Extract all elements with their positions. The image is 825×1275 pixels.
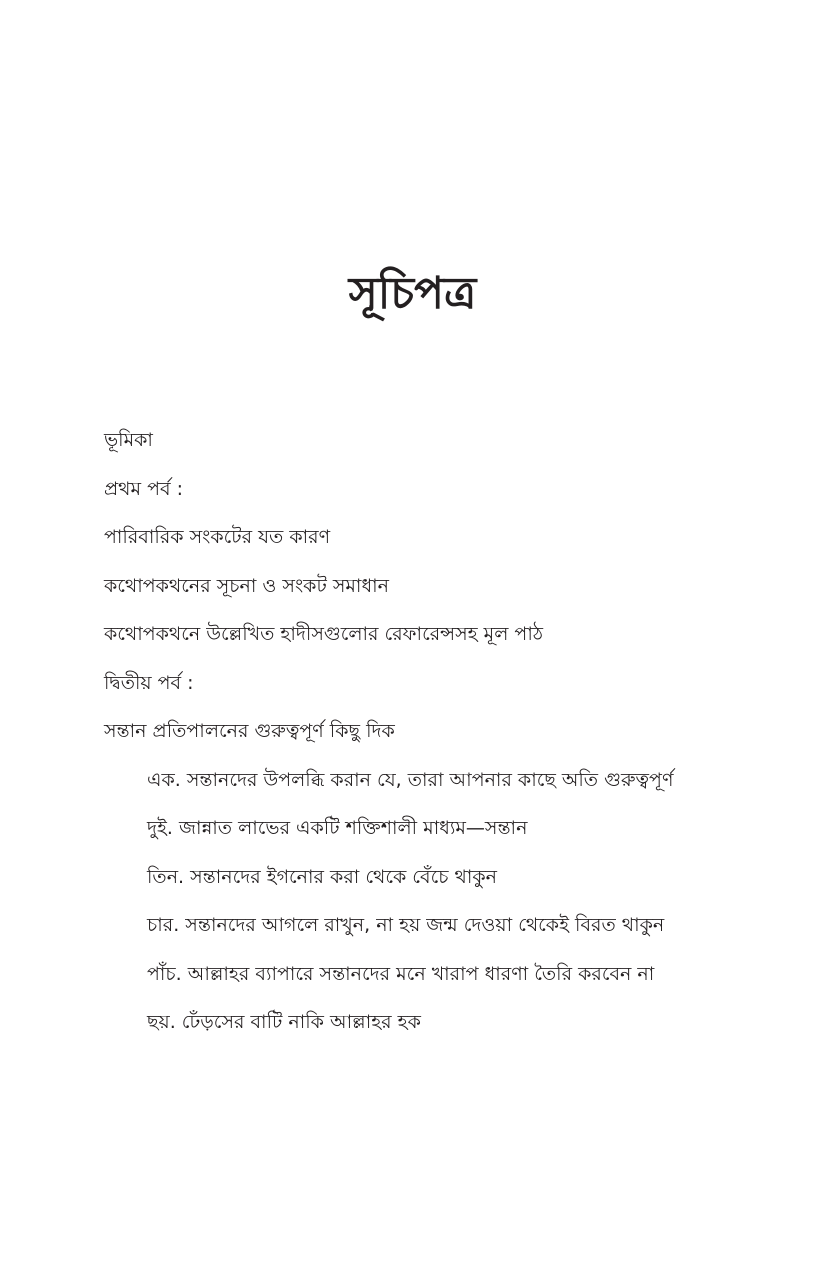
toc-sub-entry: এক. সন্তানদের উপলব্ধি করান যে, তারা আপনার কাছে অতি গুরুত্বপূর্ণ (147, 768, 674, 791)
toc-entry: কথোপকথনে উল্লেখিত হাদীসগুলোর রেফারেন্সসহ মূল পাঠ (104, 623, 543, 645)
toc-entry: কথোপকথনের সূচনা ও সংকট সমাধান (104, 574, 389, 597)
toc-entry: সন্তান প্রতিপালনের গুরুত্বপূর্ণ কিছু দিক (104, 720, 395, 742)
toc-sub-entry: ছয়. ঢেঁড়সের বাটি নাকি আল্লাহর হক (147, 1011, 421, 1033)
toc-sub-entry: তিন. সন্তানদের ইগনোর করা থেকে বেঁচে থাকুন (147, 865, 497, 888)
toc-sub-entry: দুই. জান্নাত লাভের একটি শক্তিশালী মাধ্যম—সন্তান (147, 817, 528, 839)
toc-entry: পারিবারিক সংকটের যত কারণ (104, 526, 331, 548)
toc-entry-part-two: দ্বিতীয় পর্ব : (104, 671, 194, 694)
page-title: সূচিপত্র (348, 268, 477, 319)
toc-entry-preface: ভূমিকা (104, 429, 153, 451)
table-of-contents (104, 416, 744, 1047)
toc-sub-entry: পাঁচ. আল্লাহর ব্যাপারে সন্তানদের মনে খারাপ ধারণা তৈরি করবেন না (147, 962, 655, 985)
toc-sub-entry: চার. সন্তানদের আগলে রাখুন, না হয় জন্ম দেওয়া থেকেই বিরত থাকুন (147, 914, 665, 936)
toc-entry-part-one: প্রথম পর্ব : (104, 477, 183, 500)
